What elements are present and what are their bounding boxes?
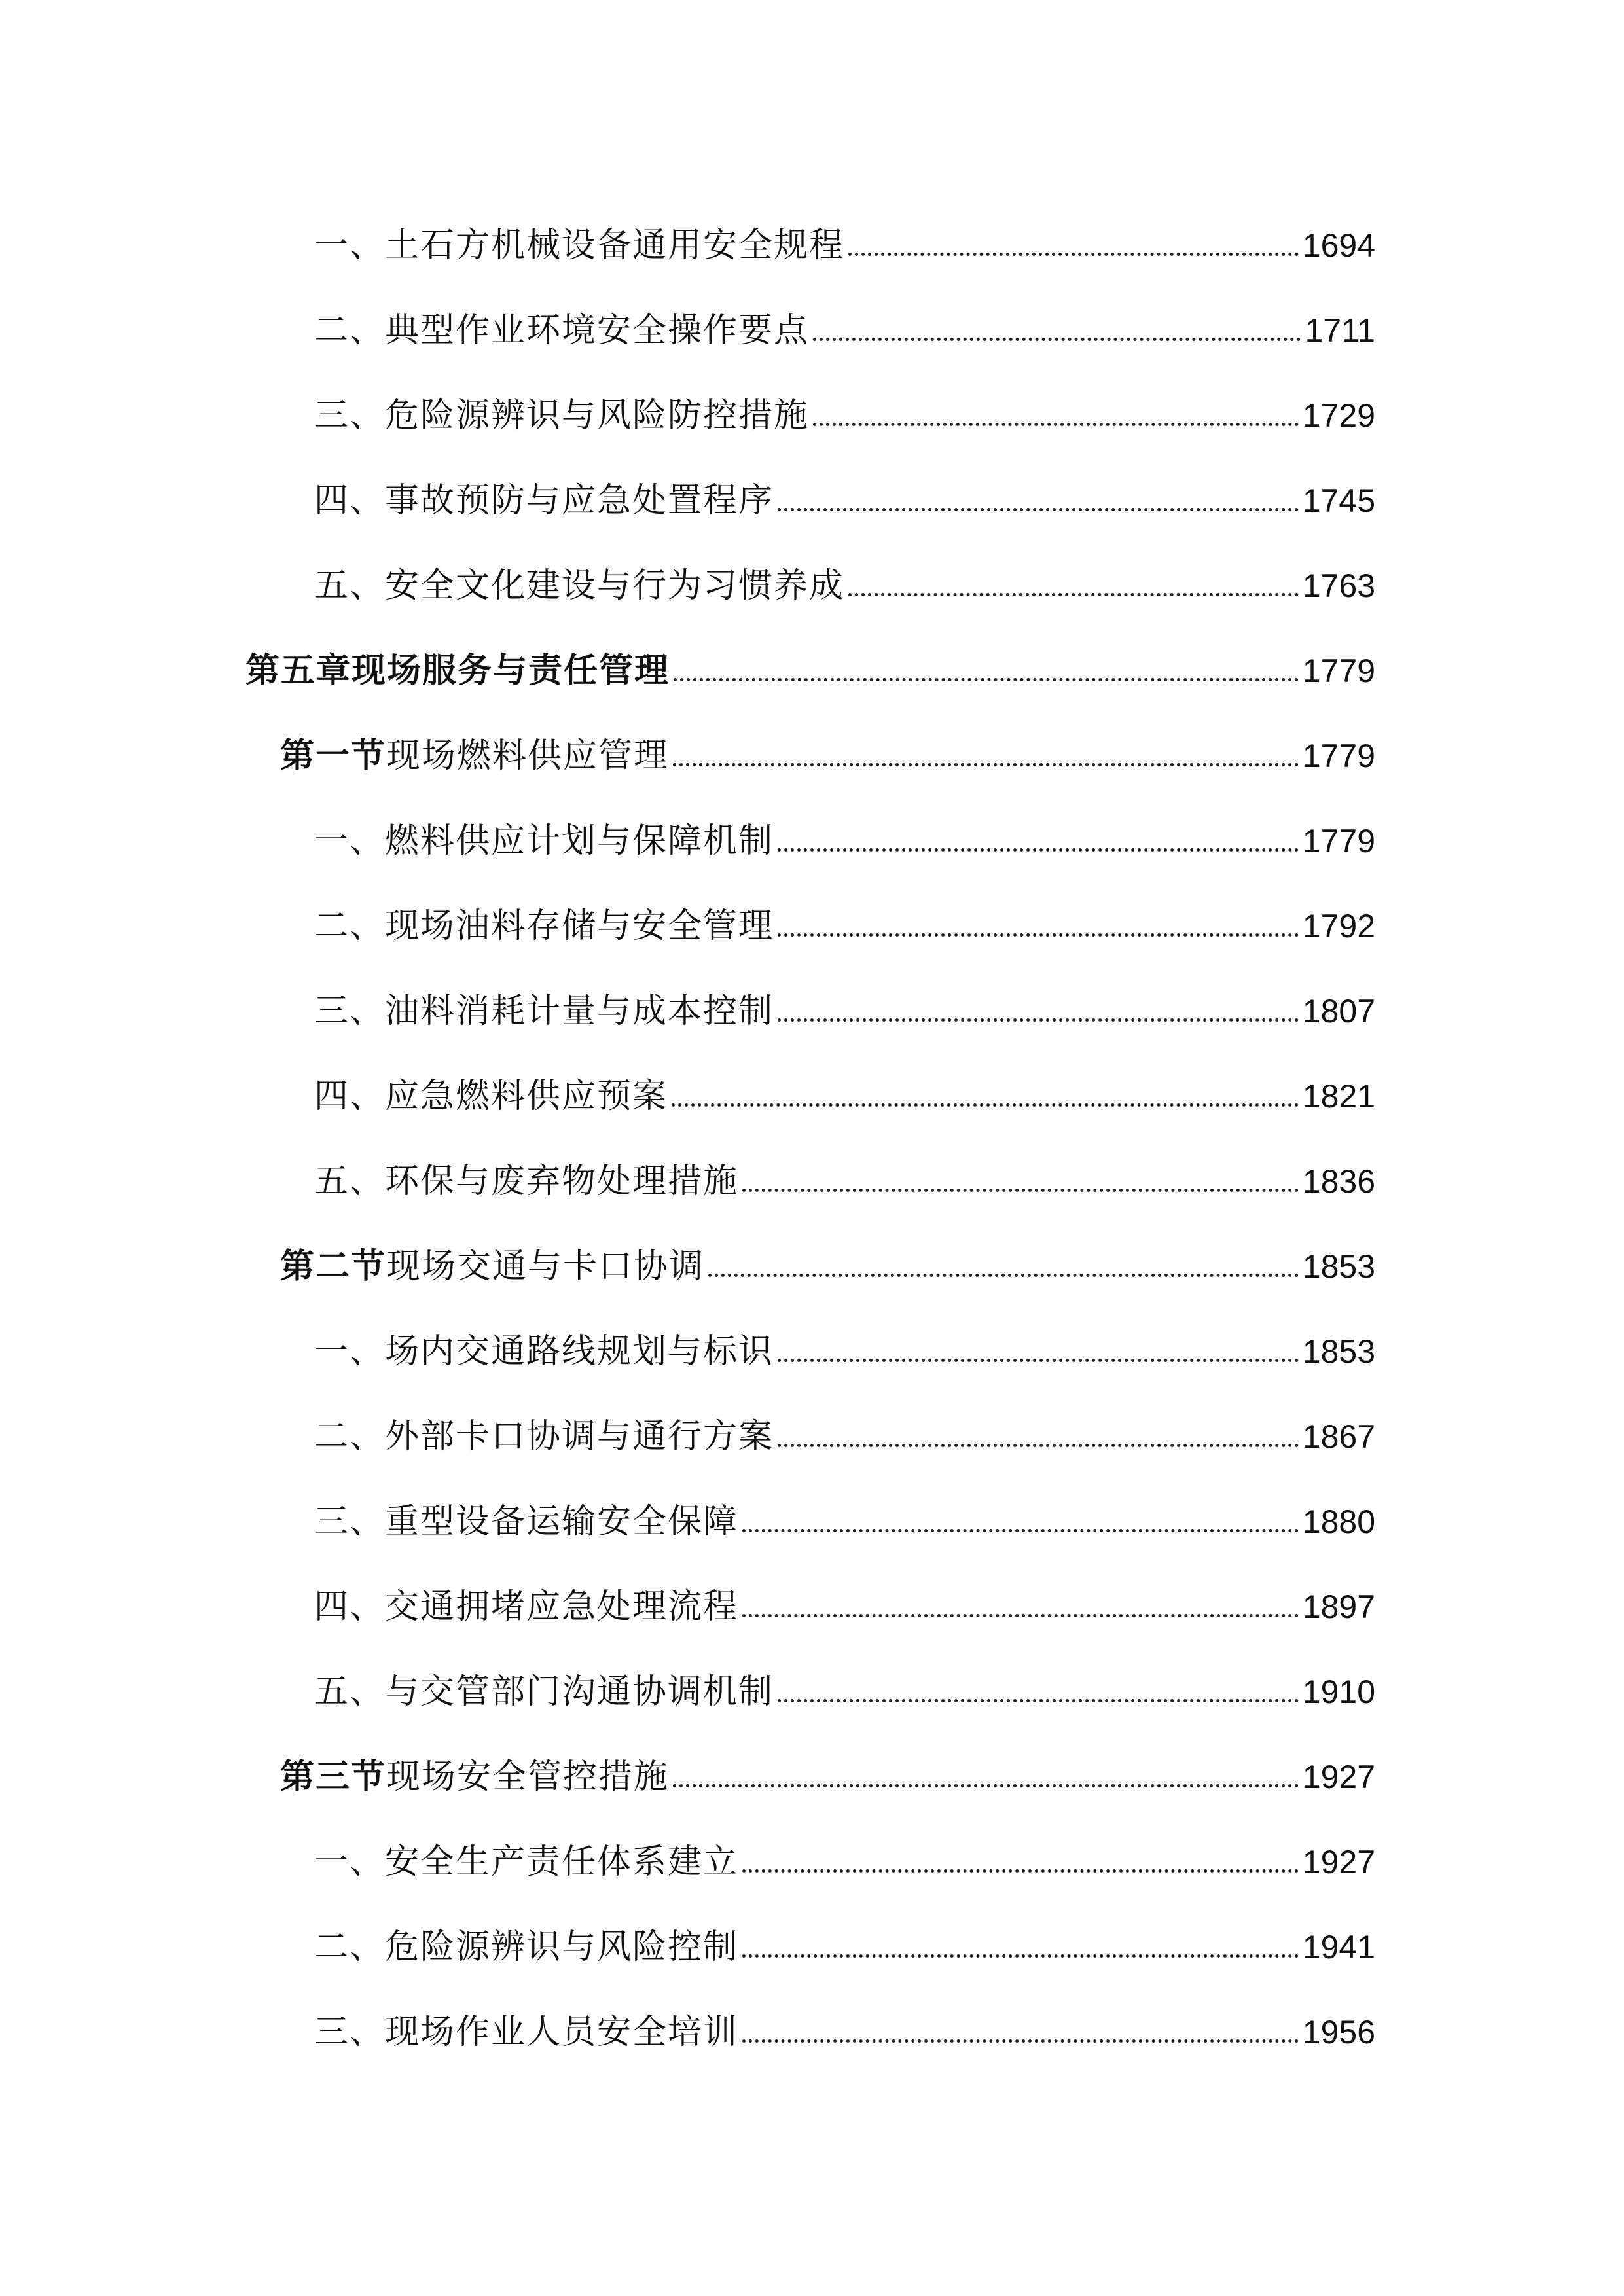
toc-entry[interactable] — [314, 1829, 1375, 1882]
toc-entry-page: 1779 — [1302, 653, 1375, 689]
toc-entry-page: 1836 — [1302, 1163, 1375, 1200]
dot-leader — [742, 1529, 1299, 1532]
dot-leader — [778, 1699, 1299, 1702]
toc-section-entry[interactable] — [280, 1744, 1375, 1797]
toc-entry-page: 1927 — [1302, 1759, 1375, 1795]
toc-section-number: 第二节 — [280, 1247, 387, 1286]
toc-entry-title: 一、场内交通路线规划与标识 — [314, 1332, 774, 1371]
dot-leader — [778, 1359, 1299, 1362]
dot-leader — [673, 1784, 1299, 1787]
dot-leader — [778, 933, 1299, 937]
dot-leader — [742, 2039, 1299, 2043]
toc-entry-title: 四、交通拥堵应急处理流程 — [314, 1587, 739, 1626]
toc-section-entry[interactable] — [280, 723, 1375, 776]
toc-entry[interactable] — [314, 383, 1375, 435]
toc-entry-page: 1956 — [1302, 2014, 1375, 2051]
toc-entry[interactable] — [314, 1149, 1375, 1201]
dot-leader — [708, 1274, 1299, 1277]
dot-leader — [672, 1103, 1299, 1107]
toc-entry-title: 五、与交管部门沟通协调机制 — [314, 1672, 774, 1712]
toc-entry-page: 1792 — [1302, 908, 1375, 944]
dot-leader — [848, 253, 1299, 256]
toc-chapter-entry[interactable] — [245, 638, 1375, 691]
toc-section-title — [280, 1247, 704, 1286]
dot-leader — [742, 1614, 1299, 1617]
toc-entry-title: 一、安全生产责任体系建立 — [314, 1842, 739, 1882]
dot-leader — [813, 423, 1299, 426]
toc-entry-title: 一、土石方机械设备通用安全规程 — [314, 226, 845, 265]
toc-entry[interactable] — [314, 2000, 1375, 2052]
dot-leader — [778, 848, 1299, 852]
toc-entry-page: 1694 — [1302, 227, 1375, 264]
toc-entry[interactable] — [314, 978, 1375, 1031]
toc-entry-page: 1779 — [1302, 738, 1375, 774]
toc-entry[interactable] — [314, 1574, 1375, 1626]
toc-entry-page: 1763 — [1302, 567, 1375, 604]
toc-entry-title: 三、油料消耗计量与成本控制 — [314, 992, 774, 1031]
toc-entry-page: 1779 — [1302, 823, 1375, 859]
toc-section-number: 第三节 — [280, 1757, 387, 1797]
toc-entry-page: 1729 — [1302, 397, 1375, 434]
dot-leader — [778, 508, 1299, 511]
toc-entry-page: 1745 — [1302, 482, 1375, 519]
toc-entry-page: 1807 — [1302, 993, 1375, 1030]
toc-chapter-title: 第五章现场服务与责任管理 — [245, 651, 670, 691]
toc-section-name: 现场安全管控措施 — [386, 1757, 670, 1797]
toc-entry[interactable] — [314, 1489, 1375, 1541]
toc-entry[interactable] — [314, 1404, 1375, 1456]
toc-entry-page: 1910 — [1302, 1674, 1375, 1710]
toc-entry[interactable] — [314, 1064, 1375, 1116]
toc-entry-title: 四、事故预防与应急处置程序 — [314, 481, 774, 520]
toc-entry[interactable] — [314, 298, 1375, 350]
toc-section-name: 现场交通与卡口协调 — [386, 1247, 705, 1286]
toc-entry-page: 1853 — [1302, 1248, 1375, 1285]
toc-entry[interactable] — [314, 213, 1375, 265]
toc-entry-page: 1853 — [1302, 1333, 1375, 1370]
toc-entry-title: 三、危险源辨识与风险防控措施 — [314, 396, 810, 435]
toc-entry[interactable] — [314, 1659, 1375, 1712]
toc-entry-title: 二、现场油料存储与安全管理 — [314, 906, 774, 946]
toc-entry-page: 1897 — [1302, 1588, 1375, 1625]
toc-entry[interactable] — [314, 808, 1375, 861]
dot-leader — [742, 1954, 1299, 1958]
dot-leader — [674, 678, 1299, 681]
toc-entry-page: 1927 — [1302, 1844, 1375, 1880]
dot-leader — [673, 763, 1299, 766]
toc-entry-page: 1821 — [1302, 1078, 1375, 1115]
toc-entry-title: 四、应急燃料供应预案 — [314, 1077, 668, 1116]
toc-entry[interactable] — [314, 553, 1375, 605]
toc-entry-title: 三、现场作业人员安全培训 — [314, 2013, 739, 2052]
toc-entry-title: 二、危险源辨识与风险控制 — [314, 1928, 739, 1967]
toc-section-name: 现场燃料供应管理 — [386, 736, 670, 776]
toc-entry[interactable] — [314, 1914, 1375, 1967]
toc-entry-title: 三、重型设备运输安全保障 — [314, 1502, 739, 1541]
dot-leader — [848, 593, 1299, 596]
dot-leader — [742, 1869, 1299, 1873]
toc-entry-title: 一、燃料供应计划与保障机制 — [314, 821, 774, 861]
toc-entry-page: 1880 — [1302, 1503, 1375, 1540]
toc-section-title — [280, 1757, 669, 1797]
toc-entry-page: 1711 — [1305, 312, 1375, 349]
dot-leader — [778, 1018, 1299, 1022]
toc-entry-title: 五、安全文化建设与行为习惯养成 — [314, 566, 845, 605]
toc-section-number: 第一节 — [280, 736, 387, 776]
toc-entry-title: 二、外部卡口协调与通行方案 — [314, 1417, 774, 1456]
toc-entry-page: 1867 — [1302, 1418, 1375, 1455]
toc-entry-page: 1941 — [1302, 1929, 1375, 1965]
dot-leader — [813, 338, 1301, 341]
toc-entry[interactable] — [314, 893, 1375, 946]
toc-entry[interactable] — [314, 468, 1375, 520]
toc-entry-title: 二、典型作业环境安全操作要点 — [314, 311, 810, 350]
toc-entry-title: 五、环保与废弃物处理措施 — [314, 1162, 739, 1201]
dot-leader — [778, 1444, 1299, 1447]
toc-section-title — [280, 736, 669, 776]
dot-leader — [742, 1189, 1299, 1192]
toc-section-entry[interactable] — [280, 1234, 1375, 1286]
toc-entry[interactable] — [314, 1319, 1375, 1371]
